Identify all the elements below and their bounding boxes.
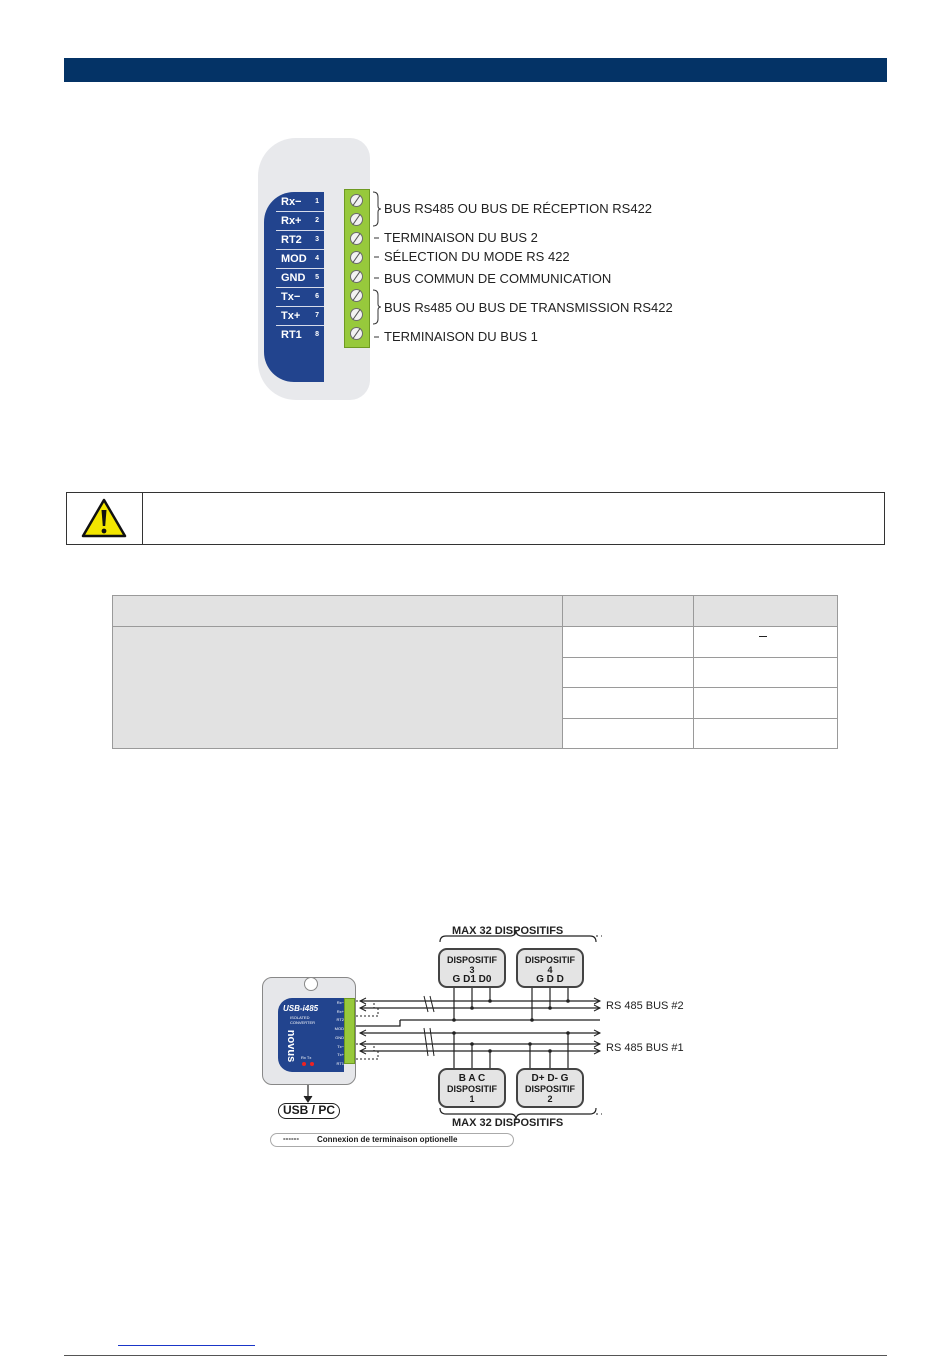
rx-led-icon — [302, 1062, 306, 1066]
warning-divider — [142, 492, 143, 545]
panel-logo-fragment — [262, 225, 272, 265]
device-1: B A C DISPOSITIF 1 — [438, 1068, 506, 1108]
bus-2-label: RS 485 BUS #2 — [606, 1000, 684, 1012]
screw-icon — [350, 289, 363, 302]
screw-icon — [350, 232, 363, 245]
screw-icon — [350, 213, 363, 226]
bus-1-label: RS 485 BUS #1 — [606, 1042, 684, 1054]
device-4: DISPOSITIF 4 G D D — [516, 948, 584, 988]
legend-dash: ------ — [283, 1134, 299, 1143]
terminal-pin: Rx+ 2 — [276, 212, 324, 231]
terminal-pin: MOD 4 — [276, 250, 324, 269]
table-cell — [562, 657, 694, 688]
table-header-cell — [562, 595, 694, 627]
terminal-desc-bus-rx: BUS RS485 OU BUS DE RÉCEPTION RS422 — [384, 201, 653, 216]
terminal-pin: RT2 3 — [276, 231, 324, 250]
table-cell — [562, 718, 694, 749]
screw-icon — [350, 308, 363, 321]
terminal-desc-rt1: TERMINAISON DU BUS 1 — [384, 329, 538, 344]
table-cell — [562, 687, 694, 719]
table-cell — [562, 626, 694, 658]
mount-hole — [304, 977, 318, 991]
device-3: DISPOSITIF 3 G D1 D0 — [438, 948, 506, 988]
legend-text: Connexion de terminaison optionelle — [317, 1135, 458, 1144]
tx-led-icon — [310, 1062, 314, 1066]
footer-link-underline[interactable] — [118, 1345, 255, 1346]
screw-icon — [350, 194, 363, 207]
screw-icon — [350, 327, 363, 340]
terminal-desc-gnd: BUS COMMUN DE COMMUNICATION — [384, 271, 612, 286]
warning-box — [66, 492, 885, 545]
screw-icon — [350, 270, 363, 283]
usb-pc-label: USB / PC — [278, 1103, 340, 1119]
max-devices-top: MAX 32 DISPOSITIFS — [452, 925, 564, 937]
table-cell — [693, 626, 838, 658]
table-cell — [693, 718, 838, 749]
converter-sub: ISOLATED CONVERTER — [290, 1015, 316, 1025]
warning-icon — [80, 496, 128, 540]
table-merged-cell — [112, 626, 563, 749]
terminal-pin: Tx+ 7 — [276, 307, 324, 326]
table-header-cell — [693, 595, 838, 627]
converter-model: USB-i485 — [283, 1004, 319, 1013]
terminal-desc-mod: SÉLECTION DU MODE RS 422 — [384, 249, 570, 264]
terminal-pin: GND 5 — [276, 269, 324, 288]
max-devices-bottom: MAX 32 DISPOSITIFS — [452, 1117, 564, 1129]
terminal-desc-rt2: TERMINAISON DU BUS 2 — [384, 230, 538, 245]
table-cell — [693, 657, 838, 688]
terminal-desc-bus-tx: BUS Rs485 OU BUS DE TRANSMISSION RS422 — [384, 300, 673, 315]
brand-logo: novus — [285, 1029, 298, 1063]
footer-line — [64, 1355, 887, 1356]
terminal-pin: Rx− 1 — [276, 193, 324, 212]
terminal-block — [344, 189, 370, 348]
converter-terminal-block — [344, 998, 355, 1064]
terminal-pin: RT1 8 — [281, 329, 319, 341]
header-bar — [64, 58, 887, 82]
device-2: D+ D- G DISPOSITIF 2 — [516, 1068, 584, 1108]
table-cell — [693, 687, 838, 719]
table-header-cell — [112, 595, 563, 627]
rxtx-label: Rx Tx — [301, 1055, 312, 1060]
screw-icon — [350, 251, 363, 264]
terminal-pin: Tx− 6 — [276, 288, 324, 307]
legend-box — [270, 1133, 514, 1147]
converter-pin-labels: Rx− Rx+ RT2 MOD GND Tx− Tx+ RT1 — [334, 1000, 344, 1066]
